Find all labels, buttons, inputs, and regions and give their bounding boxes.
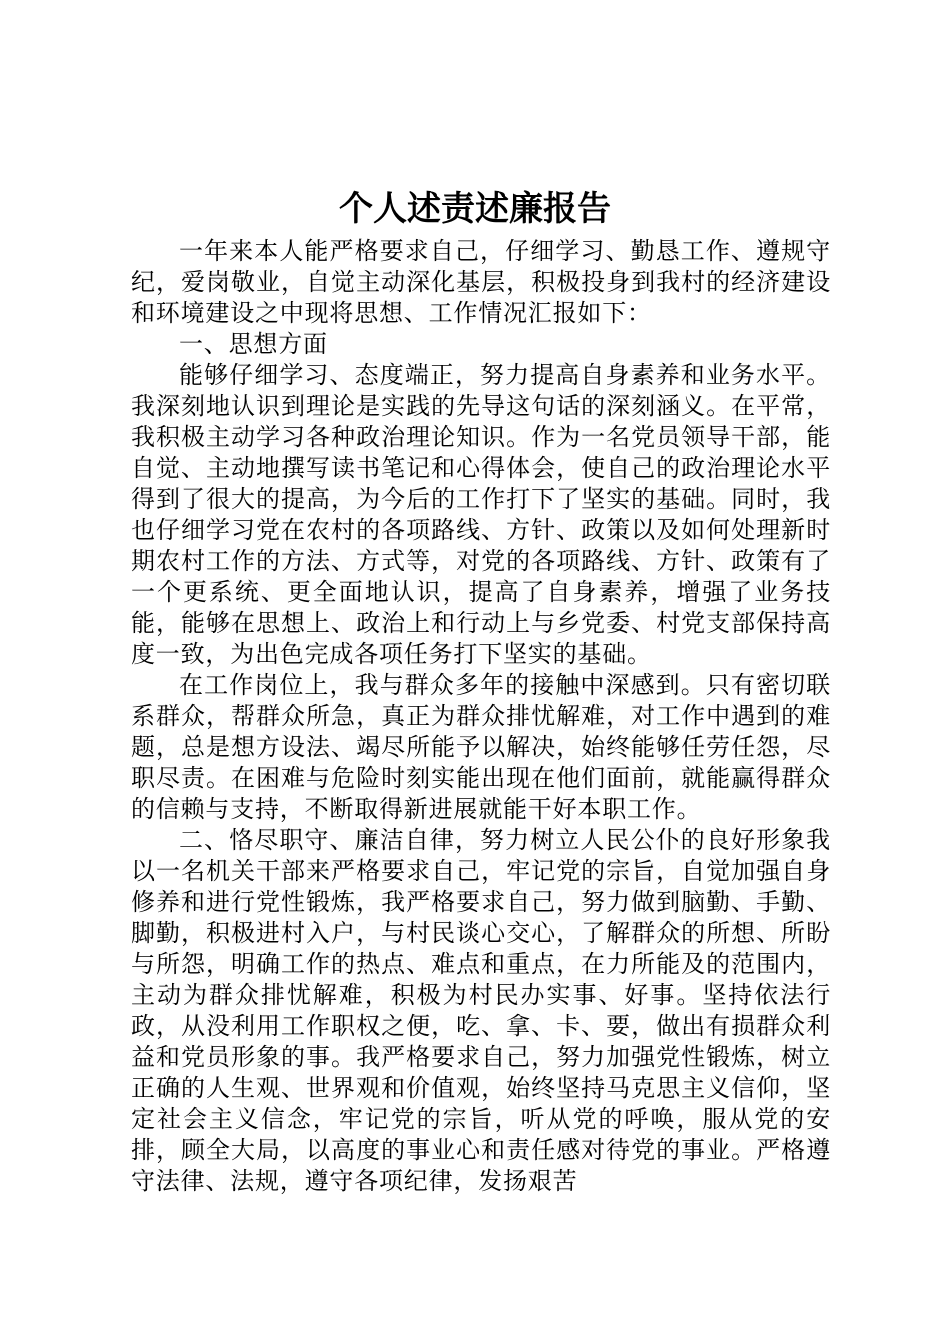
section-heading-thought: 一、思想方面 — [179, 330, 328, 358]
paragraph-intro: 一年来本人能严格要求自己，仔细学习、勤恳工作、遵规守纪，爱岗敬业，自觉主动深化基层，积极投身到我村的经济建设和环境建设之中现将思想、工作情况汇报如下： — [131, 237, 831, 327]
paragraph-thought: 能够仔细学习、态度端正，努力提高自身素养和业务水平。我深刻地认识到理论是实践的先导这句话的深刻涵义。在平常，我积极主动学习各种政治理论知识。作为一名党员领导干部，能自觉、主动地撰写读书笔记和心得体会，使自己的政治理论水平得到了很大的提高，为今后的工作打下了坚实的基础。同时，我也仔细学习党在农村的各项路线、方针、政策以及如何处理新时期农村工作的方法、方式等，对党的各项路线、方针、政策有了一个更系统、更全面地认识，提高了自身素养，增强了业务技能，能够在思想上、政治上和行动上与乡党委、村党支部保持高度一致，为出色完成各项任务打下坚实的基础。 — [131, 361, 831, 668]
document-title: 个人述责述廉报告 — [339, 189, 611, 229]
paragraph-work: 在工作岗位上，我与群众多年的接触中深感到。只有密切联系群众，帮群众所急，真正为群众排忧解难，对工作中遇到的难题，总是想方设法、竭尽所能予以解决，始终能够任劳任怨，尽职尽责。在困难与危险时刻实能出现在他们面前，就能赢得群众的信赖与支持，不断取得新进展就能干好本职工作。 — [131, 671, 831, 823]
paragraph-integrity: 二、恪尽职守、廉洁自律，努力树立人民公仆的良好形象我以一名机关干部来严格要求自己，牢记党的宗旨，自觉加强自身修养和进行党性锻炼，我严格要求自己，努力做到脑勤、手勤、脚勤，积极进村入户，与村民谈心交心，了解群众的所想、所盼与所怨，明确工作的热点、难点和重点，在力所能及的范围内，主动为群众排忧解难，积极为村民办实事、好事。坚持依法行政，从没利用工作职权之便，吃、拿、卡、要，做出有损群众利益和党员形象的事。我严格要求自己，努力加强党性锻炼，树立正确的人生观、世界观和价值观，始终坚持马克思主义信仰，坚定社会主义信念，牢记党的宗旨，听从党的呼唤，服从党的安排，顾全大局，以高度的事业心和责任感对待党的事业。严格遵守法律、法规，遵守各项纪律，发扬艰苦 — [131, 826, 831, 1195]
document-body — [131, 236, 831, 1197]
